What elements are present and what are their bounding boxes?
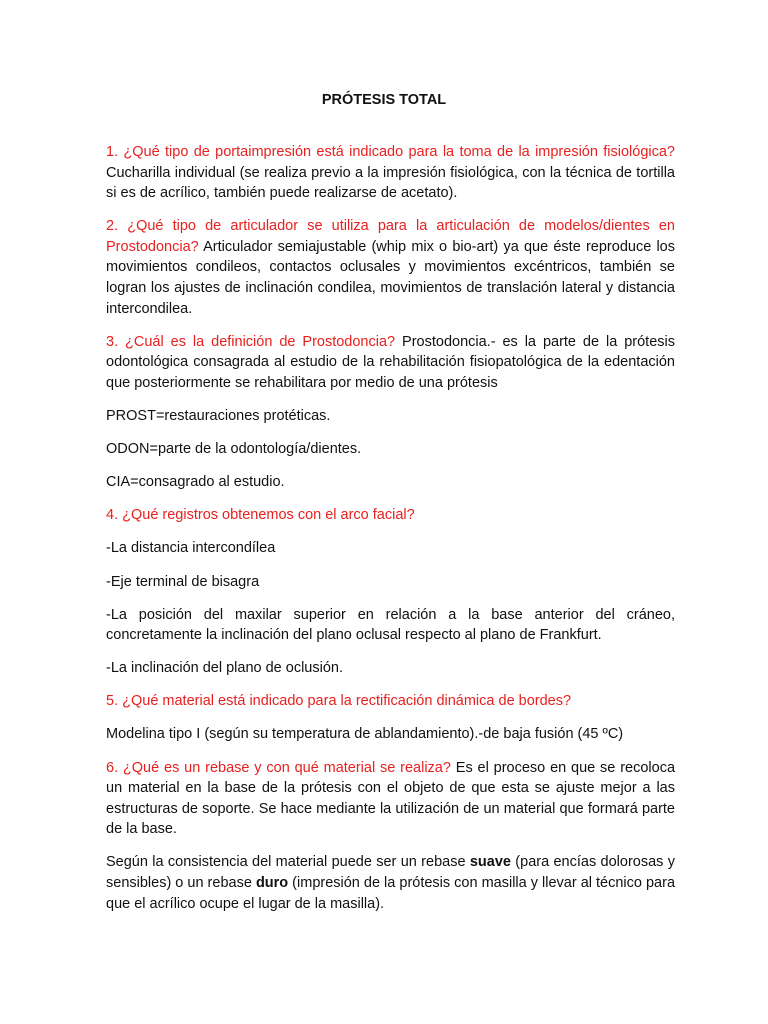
paragraph-q1: [106, 142, 675, 204]
rebase-suave: suave: [469, 854, 511, 871]
document-body: [106, 142, 675, 927]
definition-cia: CIA=consagrado al estudio.: [106, 474, 285, 491]
list-item: -Eje terminal de bisagra: [106, 573, 260, 590]
definition-prost: PROST=restauraciones protéticas.: [106, 408, 331, 425]
paragraph-q3: [106, 332, 675, 394]
rebase-text-c: (impresión de la prótesis con masilla y llevar al técnico para que el acrílico ocupe el lugar de la masilla).: [106, 875, 676, 912]
answer-5: Modelina tipo I (según su temperatura de ablandamiento).-de baja fusión (45 ºC): [106, 726, 624, 743]
answer-1: Cucharilla individual (se realiza previo a la impresión fisiológica, con la técnica de tortilla si es de acrílico, también puede realizarse de acetato).: [106, 164, 675, 202]
question-1: 1. ¿Qué tipo de portaimpresión está indicado para la toma de la impresión fisiológica?: [106, 144, 675, 160]
rebase-duro: duro: [255, 875, 289, 892]
answer-2: Articulador semiajustable (whip mix o bio-art) ya que éste reproduce los movimientos condileos, contactos oclusales y movimientos excéntricos, también se logran los ajustes de inclinación condilea, movimientos de translación lateral y distancia intercondilea.: [106, 238, 675, 317]
answer-3: Prostodoncia.- es la parte de la prótesis odontológica consagrada al estudio de la rehabilitación fisiopatológica de la edentación que posteriormente se rehabilitara por medio de una prótesis: [106, 333, 675, 391]
question-4: 4. ¿Qué registros obtenemos con el arco facial?: [106, 507, 415, 524]
answer-6: Es el proceso en que se recoloca un material en la base de la prótesis con el objeto de que esta se ajuste mejor a las estructuras de soporte. Se hace mediante la utilización de un material que formará parte de la base.: [106, 759, 676, 838]
rebase-text-b: (para encías dolorosas y sensibles) o un rebase: [106, 854, 675, 892]
rebase-text-a: Según la consistencia del material puede ser un rebase: [106, 854, 470, 871]
paragraph-q2: [106, 216, 675, 319]
list-item: -La inclinación del plano de oclusión.: [106, 660, 343, 677]
question-5: 5. ¿Qué material está indicado para la rectificación dinámica de bordes?: [106, 693, 572, 710]
question-2: 2. ¿Qué tipo de articulador se utiliza para la articulación de modelos/dientes en Prostodoncia?: [106, 218, 675, 255]
paragraph-q6: [106, 758, 675, 840]
paragraph-rebase-types: [106, 852, 675, 914]
definition-odon: ODON=parte de la odontología/dientes.: [106, 441, 362, 458]
document-title: PRÓTESIS TOTAL: [321, 92, 447, 108]
question-6: 6. ¿Qué es un rebase y con qué material se realiza?: [106, 759, 451, 776]
list-item: -La posición del maxilar superior en relación a la base anterior del cráneo, concretamente la inclinación del plano oclusal respecto al plano de Frankfurt.: [106, 606, 675, 644]
question-3: 3. ¿Cuál es la definición de Prostodoncia?: [106, 333, 396, 350]
list-item: -La distancia intercondílea: [106, 540, 276, 557]
